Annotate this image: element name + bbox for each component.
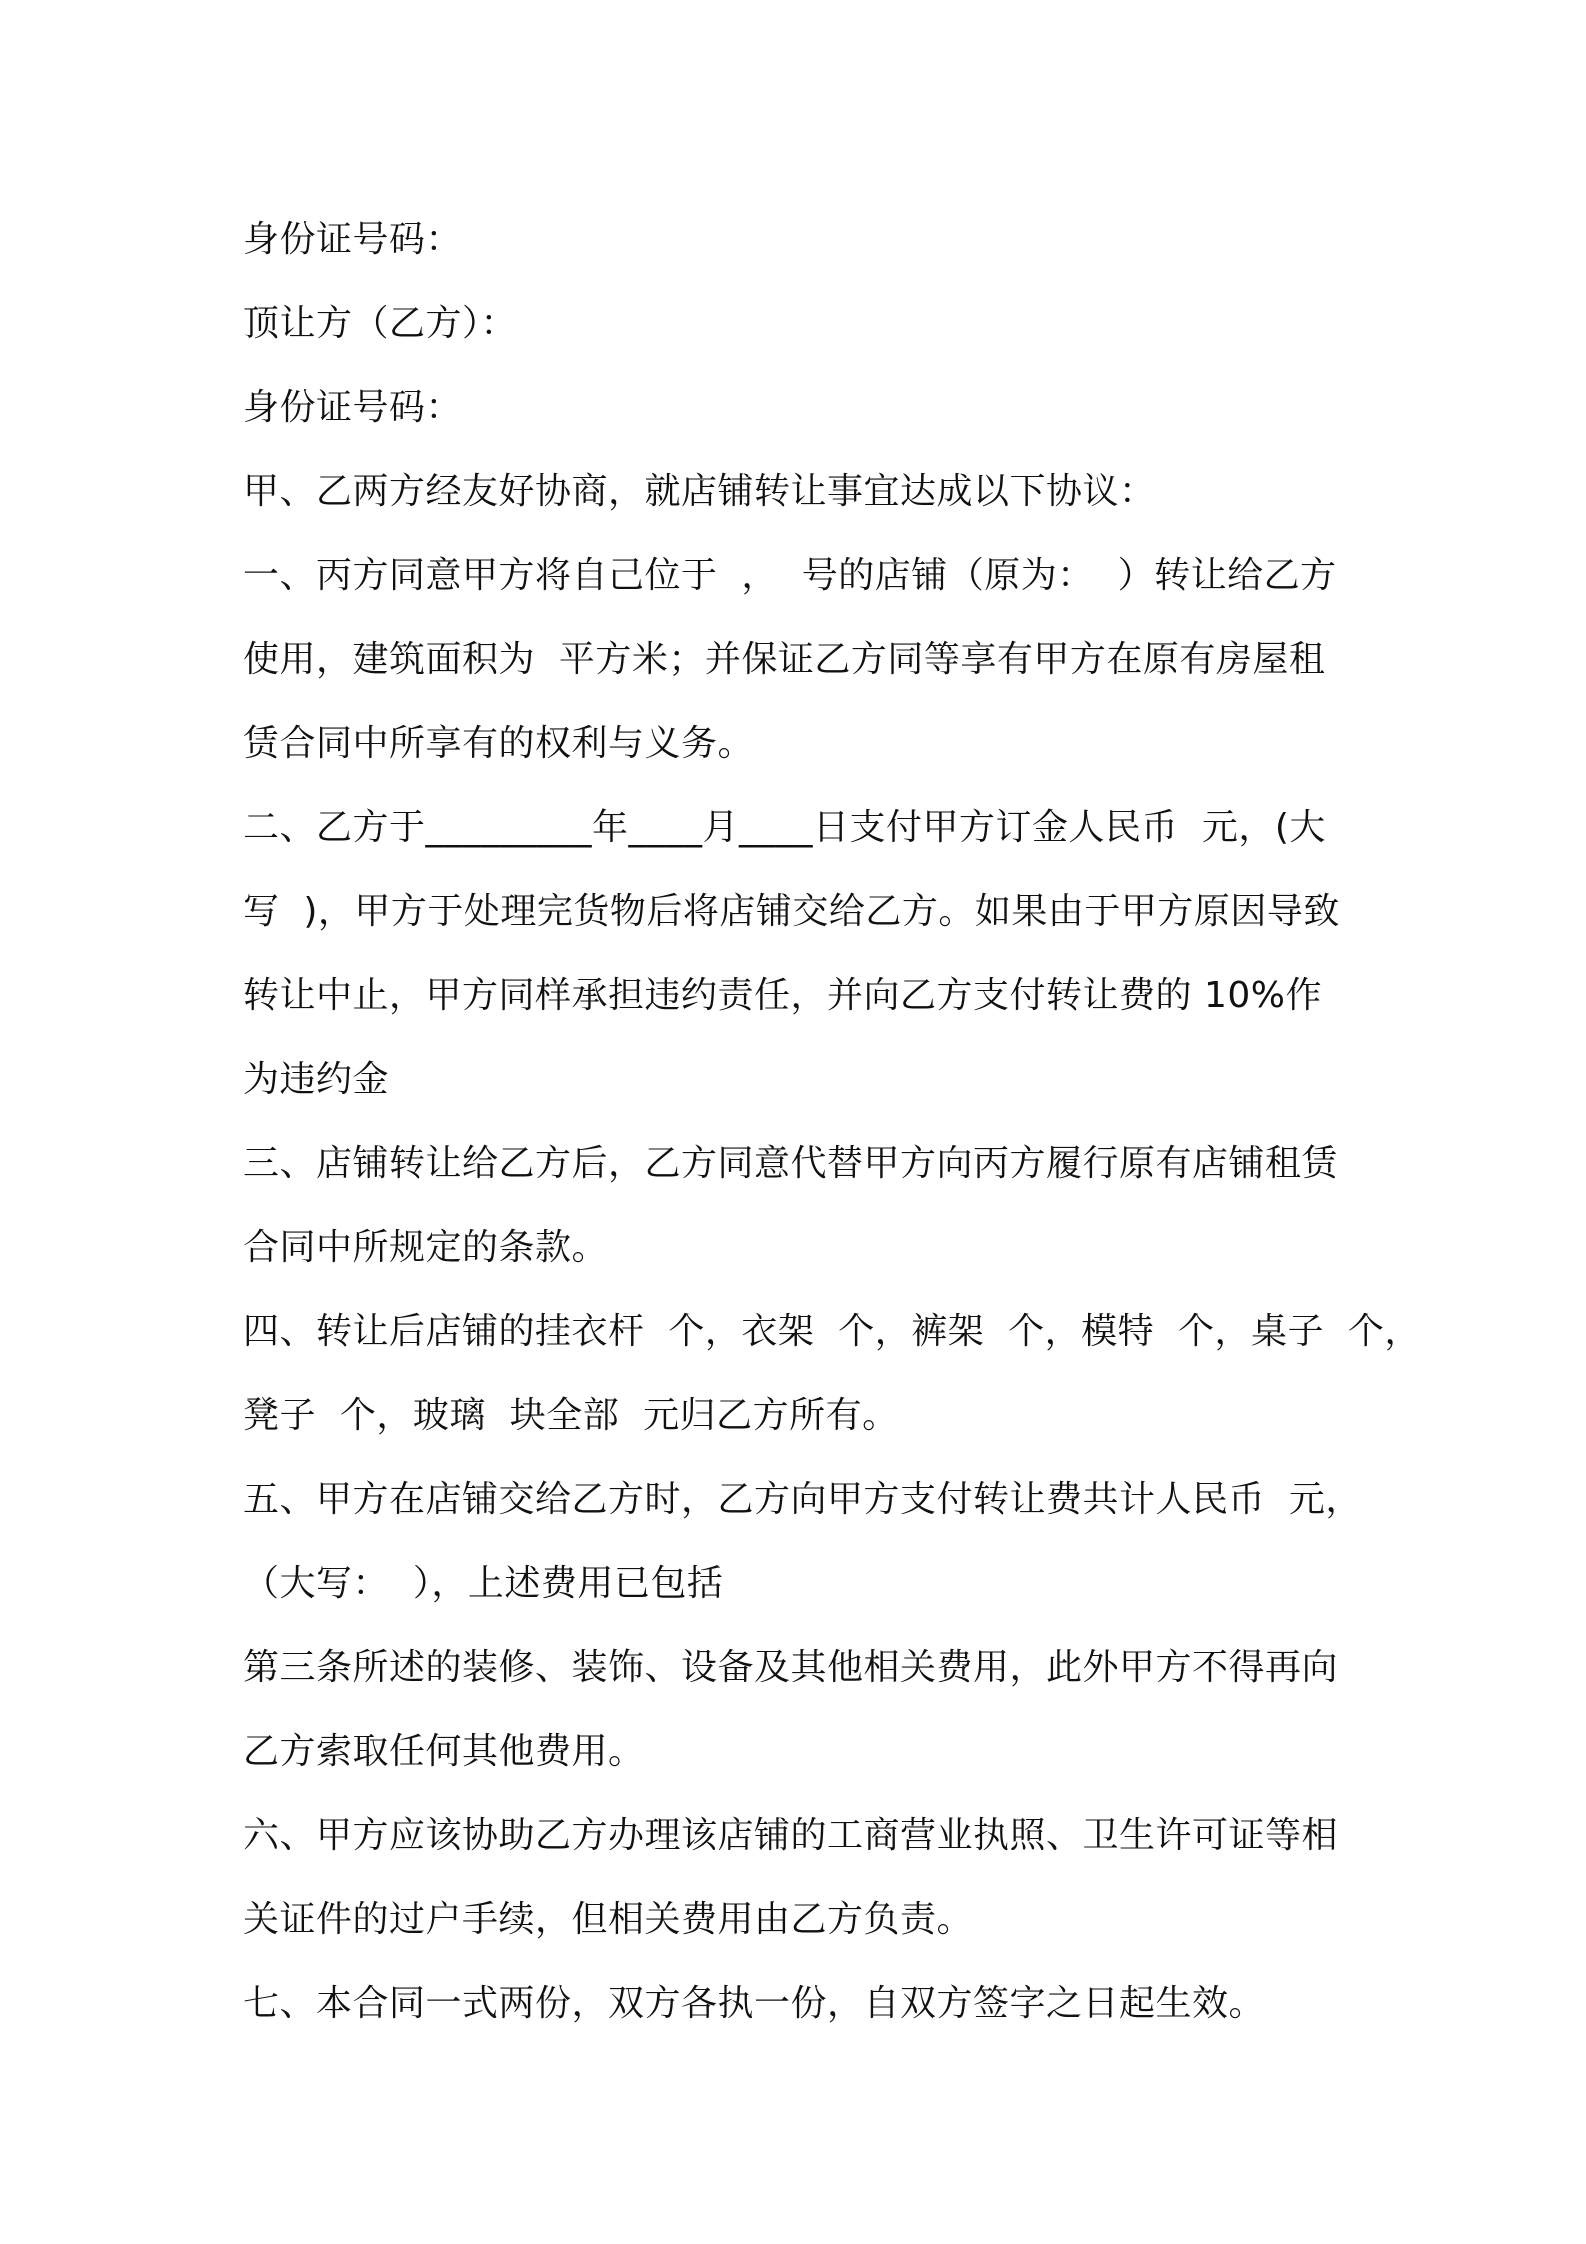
clause-1-line-3: 赁合同中所享有的权利与义务。 xyxy=(243,723,755,764)
clause-5-line-4: 乙方索取任何其他费用。 xyxy=(243,1731,645,1772)
clause-2-line-3: 转让中止，甲方同样承担违约责任，并向乙方支付转让费的 10%作 xyxy=(243,975,1322,1016)
clause-1-line-1: 一、丙方同意甲方将自己位于 ， 号的店铺（原为： ）转让给乙方 xyxy=(243,555,1337,596)
clause-6-line-1: 六、甲方应该协助乙方办理该店铺的工商营业执照、卫生许可证等相 xyxy=(243,1815,1339,1856)
transferee-party-b-line: 顶让方（乙方）： xyxy=(243,303,518,344)
clause-5-line-3: 第三条所述的装修、装饰、设备及其他相关费用，此外甲方不得再向 xyxy=(243,1647,1339,1688)
clause-3-line-2: 合同中所规定的条款。 xyxy=(243,1227,609,1268)
clause-5-line-1: 五、甲方在店铺交给乙方时，乙方向甲方支付转让费共计人民币 元， xyxy=(243,1479,1362,1520)
clause-2-line-1: 二、乙方于_________年____月____日支付甲方订金人民币 元，(大 xyxy=(243,807,1326,848)
clause-2-line-2: 写 )，甲方于处理完货物后将店铺交给乙方。如果由于甲方原因导致 xyxy=(243,891,1340,932)
agreement-intro: 甲、乙两方经友好协商，就店铺转让事宜达成以下协议： xyxy=(243,471,1156,512)
document-body xyxy=(243,198,1421,2046)
clause-5-line-2: （大写： ），上述费用已包括 xyxy=(243,1563,724,1604)
clause-1-line-2: 使用，建筑面积为 平方米；并保证乙方同等享有甲方在原有房屋租 xyxy=(243,639,1326,680)
id-number-line-1: 身份证号码： xyxy=(243,219,463,260)
clause-7-line-1: 七、本合同一式两份，双方各执一份，自双方签字之日起生效。 xyxy=(243,1983,1266,2024)
clause-4-line-1: 四、转让后店铺的挂衣杆 个，衣架 个，裤架 个，模特 个，桌子 个， xyxy=(243,1311,1421,1352)
clause-6-line-2: 关证件的过户手续，但相关费用由乙方负责。 xyxy=(243,1899,974,1940)
id-number-line-2: 身份证号码： xyxy=(243,387,463,428)
clause-2-line-4: 为违约金 xyxy=(243,1059,390,1100)
clause-3-line-1: 三、店铺转让给乙方后，乙方同意代替甲方向丙方履行原有店铺租赁 xyxy=(243,1143,1339,1184)
clause-4-line-2: 凳子 个，玻璃 块全部 元归乙方所有。 xyxy=(243,1395,899,1436)
